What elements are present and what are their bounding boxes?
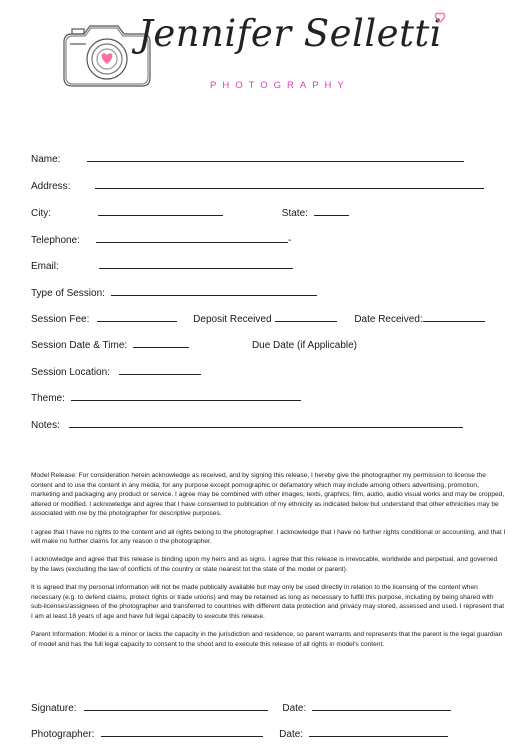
telephone-dash: -: [287, 235, 292, 246]
name-line[interactable]: [87, 151, 464, 162]
brand-subtitle: PHOTOGRAPHY: [210, 80, 350, 91]
session-fee-row[interactable]: [31, 311, 485, 325]
city-label: City:: [31, 208, 51, 219]
photographer-label: Photographer:: [31, 729, 95, 740]
address-field[interactable]: [31, 178, 484, 192]
theme-label: Theme:: [31, 393, 65, 404]
signature-row[interactable]: [31, 700, 451, 714]
signature-label: Signature:: [31, 703, 77, 714]
session-date-time-line[interactable]: [133, 337, 189, 348]
type-of-session-label: Type of Session:: [31, 288, 105, 299]
date-received-line[interactable]: [423, 311, 485, 322]
type-of-session-line[interactable]: [111, 285, 317, 296]
name-label: Name:: [31, 154, 61, 165]
privacy-paragraph: It is agreed that my personal information will not be made publically available but may only be used directly in relation to the licensing of the content when necessary (e.g. to defend claims, protect rights or trade unions) and may be retained as long as necessary to fulfill this purpose, including by being shared with sub-licenses/assignees of the photographer and transferred to countries with different data protection and privacy may stored, assessed and used. I represent that I am at least 18 years of age and have full legal capacity to execute this release.: [31, 584, 505, 620]
release-text: [31, 471, 506, 658]
telephone-field[interactable]: [31, 232, 291, 246]
theme-line[interactable]: [71, 390, 301, 401]
type-of-session-field[interactable]: [31, 285, 317, 299]
parent-information-paragraph: Parent Information: Model is a minor or lacks the capacity in the jurisdiction and residence, so parent warrants and represents that the parent is the legal guardian of model and has the full legal capacity to consent to the shoot and to execute this release of all rights in model's content.: [31, 631, 503, 648]
notes-line[interactable]: [69, 417, 463, 428]
session-date-row[interactable]: [31, 337, 357, 351]
date-received-label: Date Received:: [354, 314, 423, 325]
binding-paragraph: I acknowledge and agree that this release is binding upon my heirs and as signs. I agree that this release is irrevocable, worldwide and perpetual, and governed by the laws (excluding the law of conflicts of the country or state nearest tot the state of the model or parent).: [31, 556, 498, 573]
notes-label: Notes:: [31, 420, 60, 431]
heart-icon: [432, 10, 448, 24]
state-label: State:: [281, 208, 308, 219]
signature-date-label: Date:: [282, 703, 307, 714]
photographer-date-label: Date:: [279, 729, 304, 740]
session-location-line[interactable]: [119, 364, 201, 375]
telephone-line[interactable]: [96, 232, 288, 243]
city-line[interactable]: [98, 205, 223, 216]
session-location-field[interactable]: [31, 364, 201, 378]
brand-name: Jennifer Selletti: [138, 12, 443, 55]
photographer-row[interactable]: [31, 726, 448, 740]
address-label: Address:: [31, 181, 71, 192]
notes-field[interactable]: [31, 417, 463, 431]
rights-paragraph: I agree that I have no rights to the content and all rights belong to the photographer. I acknowledge that I have no further rights conditional or accounting, and that I will make no further claims for any reason o the photographer.: [31, 528, 506, 546]
signature-line[interactable]: [84, 700, 268, 711]
name-field[interactable]: [31, 151, 464, 165]
signature-date-line[interactable]: [312, 700, 451, 711]
email-label: Email:: [31, 261, 59, 272]
deposit-received-label: Deposit Received: [193, 314, 272, 325]
address-line[interactable]: [95, 178, 484, 189]
state-line[interactable]: [314, 205, 349, 216]
session-date-time-label: Session Date & Time:: [31, 340, 128, 351]
model-release-paragraph: Model Release: For consideration herein acknowledge as received, and by signing this release, I hereby give the photographer my permission to license the content and to use the content in any media, for any purpose except pornographic or defamatory which may include among others advertising, promotion, marketing and packaging any product or service. I agree may be combined with other images, texts, graphics, film, audio, audio visual works and may be cropped, altered or modified. I acknowledge and agree that I have consented to publication of my ethnicity as indicated below but understand that other ethnicities may be associated with me by the photographer for descriptive purposes.: [31, 472, 505, 518]
due-date-label: Due Date (if Applicable): [251, 340, 357, 351]
theme-field[interactable]: [31, 390, 301, 404]
telephone-label: Telephone:: [31, 235, 80, 246]
email-line[interactable]: [99, 258, 293, 269]
photographer-line[interactable]: [101, 726, 263, 737]
photographer-date-line[interactable]: [309, 726, 448, 737]
city-field[interactable]: [31, 205, 349, 219]
session-location-label: Session Location:: [31, 367, 110, 378]
email-field[interactable]: [31, 258, 293, 272]
deposit-received-line[interactable]: [275, 311, 337, 322]
session-fee-line[interactable]: [97, 311, 177, 322]
session-fee-label: Session Fee:: [31, 314, 90, 325]
